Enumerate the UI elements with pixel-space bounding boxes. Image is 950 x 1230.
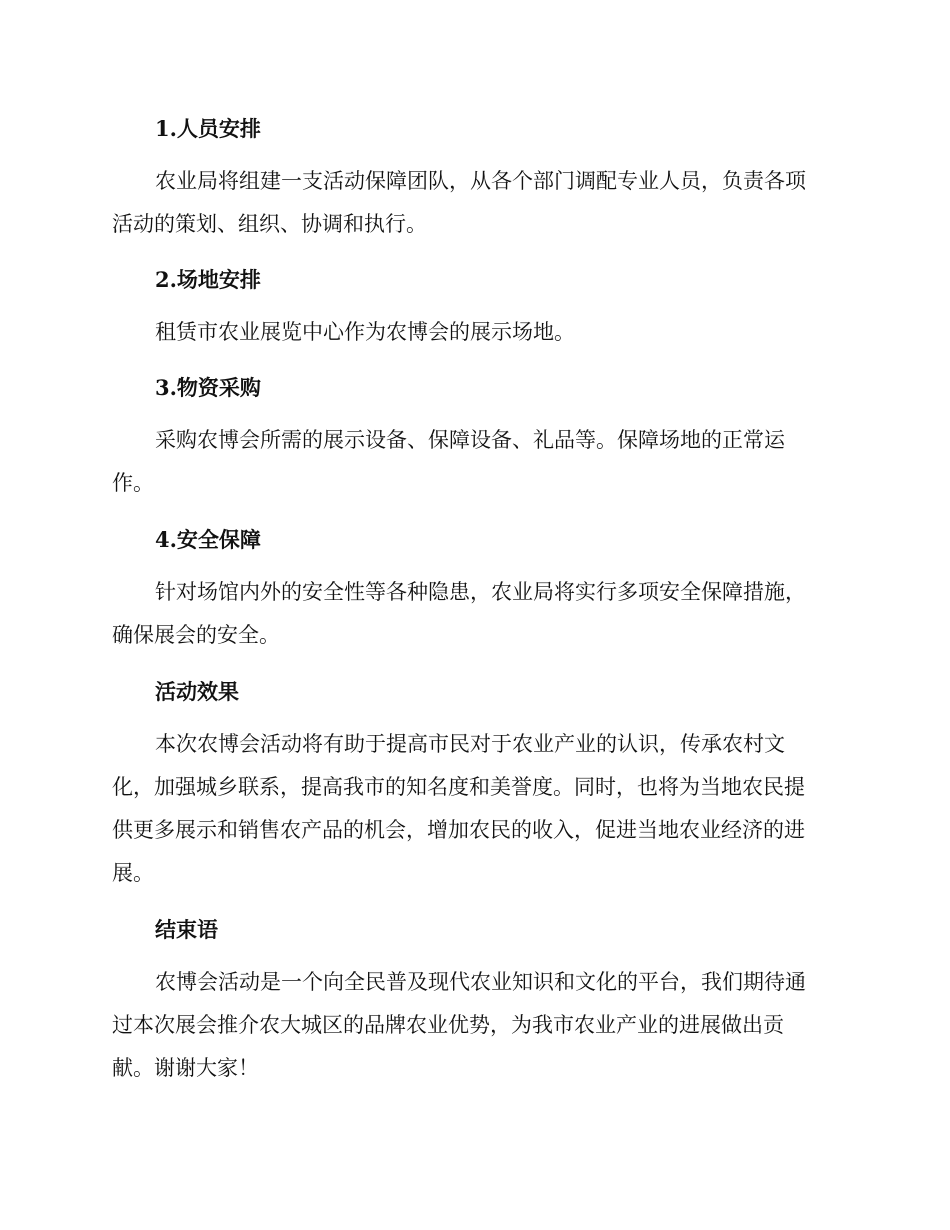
paragraph-line: 化，加强城乡联系，提高我市的知名度和美誉度。同时，也将为当地农民提 [112, 775, 805, 799]
paragraph-line: 献。谢谢大家！ [112, 1056, 259, 1080]
section-heading-procurement: 3.物资采购 [155, 375, 261, 400]
section-paragraph-procurement [112, 419, 832, 505]
paragraph-line: 针对场馆内外的安全性等各种隐患，农业局将实行多项安全保障措施， [155, 580, 806, 604]
section-paragraph-staffing [112, 160, 832, 246]
section-paragraph-security [112, 571, 832, 657]
paragraph-line: 租赁市农业展览中心作为农博会的展示场地。 [155, 320, 575, 344]
paragraph-line: 展。 [112, 861, 154, 885]
section-paragraph-venue [112, 311, 832, 354]
section-heading-venue: 2.场地安排 [155, 267, 261, 292]
paragraph-line: 活动的策划、组织、协调和执行。 [112, 212, 427, 236]
section-heading-security: 4.安全保障 [155, 527, 261, 552]
paragraph-line: 过本次展会推介农大城区的品牌农业优势，为我市农业产业的进展做出贡 [112, 1013, 784, 1037]
section-heading-effects: 活动效果 [155, 679, 239, 704]
section-heading-closing: 结束语 [155, 917, 218, 942]
paragraph-line: 农业局将组建一支活动保障团队，从各个部门调配专业人员，负责各项 [155, 169, 806, 193]
section-paragraph-effects [112, 723, 832, 895]
section-heading-staffing: 1.人员安排 [155, 116, 261, 141]
paragraph-line: 农博会活动是一个向全民普及现代农业知识和文化的平台，我们期待通 [155, 970, 806, 994]
paragraph-line: 采购农博会所需的展示设备、保障设备、礼品等。保障场地的正常运 [155, 428, 785, 452]
section-paragraph-closing [112, 961, 832, 1090]
paragraph-line: 确保展会的安全。 [112, 623, 280, 647]
paragraph-line: 供更多展示和销售农产品的机会，增加农民的收入，促进当地农业经济的进 [112, 818, 805, 842]
paragraph-line: 作。 [112, 471, 154, 495]
paragraph-line: 本次农博会活动将有助于提高市民对于农业产业的认识，传承农村文 [155, 732, 785, 756]
